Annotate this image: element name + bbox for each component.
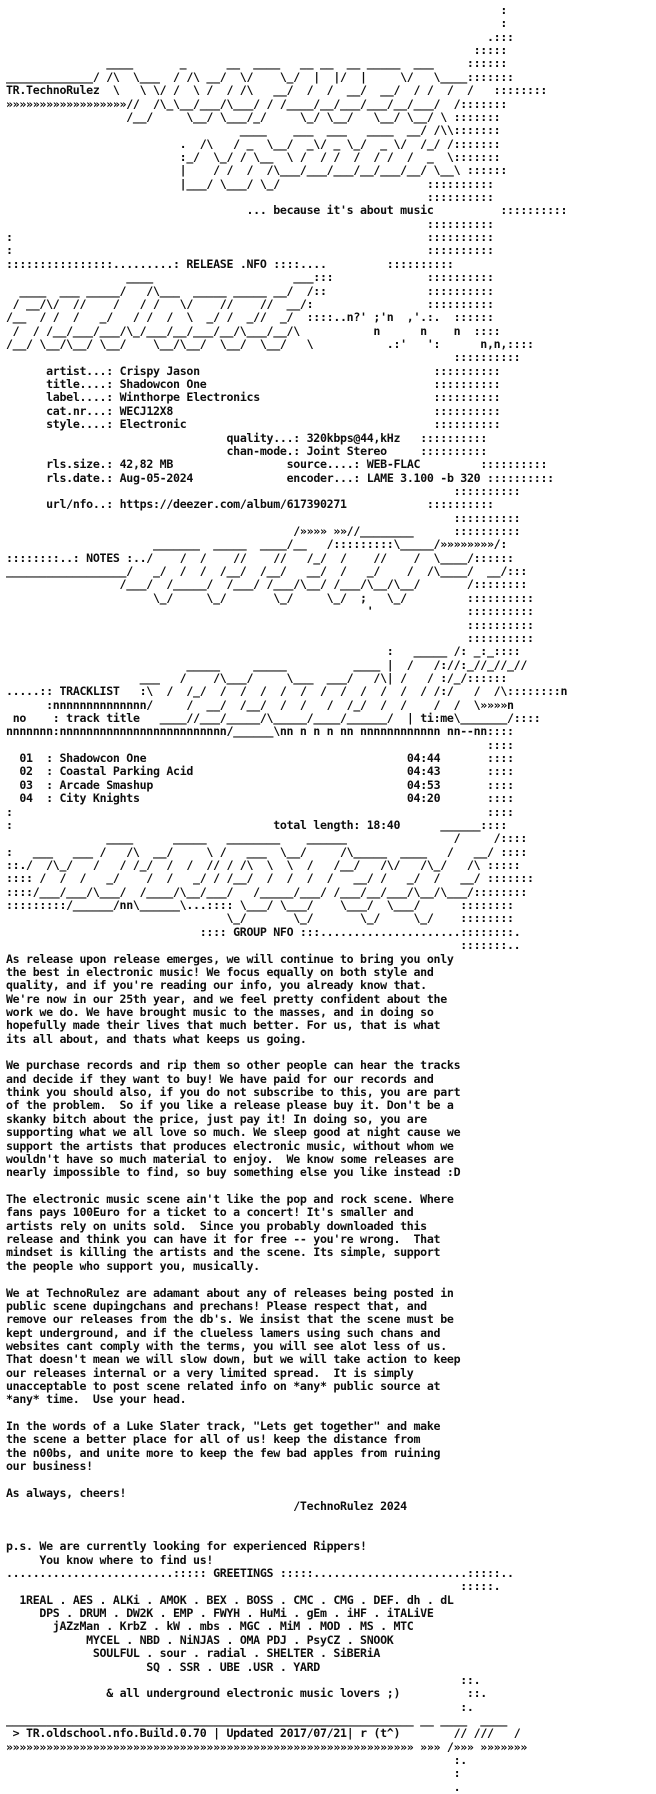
right-border-art-top: : : .::: ::::: ____ _ __ ____ __ __ __ _____ ___ :::::: _____________/ /\ \___ / /\ __/ \/ \_/ | |/ | \/ \____:::::::	[6, 3, 514, 84]
col-time-header: ti:me	[420, 711, 454, 726]
track-03-no: 03	[19, 777, 33, 792]
group-nfo-paragraph-5: In the words of a Luke Slater track, "Lets get together" and make the scene a better place for all of us! keep the distance from the n00bs, and unite more to keep the few bad apples from ruining our business!	[6, 1419, 441, 1474]
group-nfo-paragraph-1: As release upon release emerges, we will continue to bring you only the best in electronic music! We focus equally on both style and quality, and if you're reading our info, you already know that. We're now in our 25th year, and we feel pretty confident about the work we do. We have brought music to the masses, and in doing so hopefully made their lives that much better. For us, that is what its all about, and thats what keeps us going.	[6, 951, 454, 1046]
artist-label: artist...:	[46, 363, 113, 378]
col-title-header: track title	[66, 711, 140, 726]
encoder-label: encoder...:	[286, 470, 361, 485]
total-length-label: total length:	[273, 817, 361, 832]
style-label: style....:	[46, 417, 113, 432]
greetings-line-5: SOULFUL . sour . radial . SHELTER . SiBERiA	[92, 1646, 381, 1661]
nfo-document: : : .::: ::::: ____ _ __ ____ __ __ __ _____ ___ :::::: _____________/ /\ \___ / /\ __/ \/ \_/ | |/ | \/ \____::::::: TR.TechnoRulez \ \ \/ / \ / / /\ __/ / / __/ __/ / / / / :::::::: »»»»»»»»»»»»»»»»»»// /\_\__/___/\___/ / /____/__/___/___/__/___/ /::::::: /__/ \__/ \___/_/ \_/ \__/ \__/ \__/ \ ::::::: ____ ___ ___ ____ __/ /\\::::::: . /\ / _ \__/ _\/ _ \_/ _ \/ /_/ /::::::: :_/ \_/ / \__ \ / / / / / / / _ \::::::: | / / / /\___/___/___/__/___/__/ \__\ :::::: |___/ \___/ \_/ :::::::::: :::::::::: ... because it's about music :::::::::: :::::::::: : :::::::::: : :::::::::: ::::::::::::::::.........: RELEASE .NFO ::::.... :::::::::: ____ ___::: :::::::::: ____ ___ _____/ /\___ _____ _____ __/ /:: :::::::::: / __/\/ // / / / \/ // // __/: :::::::::: /__ / / / _/ / / / \ _/ / _// _/ ::::..n?' ;'n ,'.:. :::::: / / /__/___/___/\_/___/__/___/__/\___/__/\ n n n :::: /__/ \__/\__/ \__/ \__/\__/ \__/ \__/ \ .:' ': n,n,:::: :::::::::: artist...: Crispy Jason :::::::::: title....: Shadowcon One :::::::::: label....: Winthorpe Electronics :::::::::: cat.nr...: WECJ12X8 :::::::::: style....: Electronic :::::::::: quality...: 320kbps@44,kHz :::::::::: chan-mode.: Joint Stereo :::::::::: rls.size.: 42,82 MB source....: WEB-FLAC :::::::::: rls.date.: Aug-05-2024 encoder...: LAME 3.100 -b 320 :::::::::: :::::::::: url/nfo..: https://deezer.com/album/617390271 :::::::::: :::::::::: /»»»» »»//________ :::::::::: _______ _____ ____/__ /:::::::::\_____/»»»»»»»»/: ::::::::..: NOTES :../ / / // // /_/ / // / \____/:::::: __________________/ _/ / / /__/ /__/ __/ / _/ / /\____/ __/::: /___/ /_____/ /___/ /___/\__/ /___/\__/\__/ /:::::::: \_/ \_/ \_/ \_/ ; \_/ :::::::::: ' :::::::::: :::::::::: :::::::::: : _____ /: _:_:::: _____ _____ ____ | / /://:_//_//_// ___ / /\___/ \___ ___/ /\| / / :/_/:::::: .....:: TRACKLIST :\ / /_/ / / / / / / / / / / / /:/ / /\::::::::n :nnnnnnnnnnnnnn/ / __/ /__/ / / / /_/ / / / / \»»»»n no : track title ____//___/_____/\_____/____/______/ | ti:me\_______/:::: nnnnnnn:nnnnnnnnnnnnnnnnnnnnnnnnn/______\nn n n n nn nnnnnnnnnnnn nn--nn:::: :::: 01 : Shadowcon One 04:44 :::: 02 : Coastal Parking Acid 04:43 :::: 03 : Arcade Smashup 04:53 :::: 04 : City Knights 04:20 :::: : :::: : total length: 18:40 ______:::: ____ _____ ________ ______ / /:::: : ___ ___ / /\ __/ \ / ___ \__/ /\_____ ____ / __/ :::: ::./ /\_/ / / /_/ / / // / /\ \ \ / /__/ /\/ /\_/ /\ ::::: :::: / / / _/ / / _/ / /__/ / / / / __/ / _/ / __/ ::::::: ::::/___/___/\___/ /____/\__/___/ /_____/___/ /___/__/___/\__/\___/:::::::: :::::::::/______/nn\______\...:::: \___/ \___/ \___/ \___/ :::::::: \_/ \_/ \_/ \_/ :::::::: :::: GROUP NFO :::.....................::::::::. :::::::.. As release upon release emerges, we will continue to bring you only the best in electronic music! We focus equally on both style and quality, and if you're reading our info, you already know that. We're now in our 25th year, and we feel pretty confident about the work we do. We have brought music to the masses, and in doing so hopefully made their lives that much better. For us, that is what its all about, and thats what keeps us going. We purchase records and rip them so other people can hear the tracks and decide if they want to buy! We have paid for our records and think you should also, if you do not subscribe to this, you are part of the problem. So if you like a release please buy it. Don't be a skanky bitch about the price, just pay it! In doing so, you are supporting what we all love so much. We sleep good at night cause we support the artists that produces electronic music, without whom we wouldn't have so much material to enjoy. We know some releases are nearly impossible to find, so buy something else you like instead :D The electronic music scene ain't like the pop and rock scene. Where fans pays 100Euro for a ticket to a concert! It's smaller and artists rely on units sold. Since you probably downloaded this release and think you can have it for free -- you're wrong. That mindset is killing the artists and the scene. Its simple, support the people who support you, musically. We at TechnoRulez are adamant about any of releases being posted in public scene dupingchans and prechans! Please respect that, and remove our releases from the db's. We insist that the scene must be kept underground, and if the clueless lamers using such chans and websites cant comply with the terms, you will see alot less of us. That doesn't mean we will slow down, but we will take action to keep our releases internal or a very limited spread. It is simply unacceptable to post scene related info on *any* public source at *any* time. Use your head. In the words of a Luke Slater track, "Lets get together" and make the scene a better place for all of us! keep the distance from the n00bs, and unite more to keep the few bad apples from ruining our business! As always, cheers! /TechnoRulez 2024 p.s. We are currently looking for experienced Rippers! You know where to find us! .........................::::: GREETINGS :::::.......................:::::.. :::::. 1REAL . AES . ALKi . AMOK . BEX . BOSS . CMC . CMG . DEF. dh . dL DPS . DRUM . DW2K . EMP . FWYH . HuMi . gEm . iHF . iTALiVE jAZzMan . KrbZ . kW . mbs . MGC . MiM . MOD . MS . MTC MYCEL . NBD . NiNJAS . OMA PDJ . PsyCZ . SNOOK SOULFUL . sour . radial . SHELTER . SiBERiA SQ . SSR . UBE .USR . YARD ::. & all underground electronic music lovers ;) ::. :. _____________________________________________________________ __ ____ ____ > TR.oldschool.nfo.Build.0.70 | Updated 2017/07/21| r (t^) // /// / »»»»»»»»»»»»»»»»»»»»»»»»»»»»»»»»»»»»»»»»»»»»»»»»»»»»»»»»»»»»» »»» /»»» »»»»»»» :. : .	[6, 3, 568, 1794]
chanmode-value: Joint Stereo	[306, 443, 387, 458]
catnr-value: WECJ12X8	[119, 403, 174, 418]
track-04-time: 04:20	[406, 791, 441, 806]
chanmode-label: chan-mode.:	[226, 443, 300, 458]
greetings-heading: GREETINGS	[213, 1566, 274, 1581]
title-value: Shadowcon One	[119, 377, 207, 392]
style-value: Electronic	[119, 417, 187, 432]
track-04-no: 04	[19, 791, 33, 806]
footer-build: TR.oldschool.nfo.Build.0.70	[26, 1726, 207, 1741]
track-02-time: 04:43	[406, 764, 441, 779]
col-no-header: no	[12, 711, 27, 726]
track-04-title: City Knights	[59, 791, 140, 806]
source-label: source....:	[286, 457, 361, 472]
label-value: Winthorpe Electronics	[119, 390, 260, 405]
track-03-title: Arcade Smashup	[59, 777, 154, 792]
catnr-label: cat.nr...:	[46, 403, 113, 418]
quality-value: 320kbps@44,kHz	[306, 430, 401, 445]
greetings-line-4: MYCEL . NBD . NiNJAS . OMA PDJ . PsyCZ . SNOOK	[86, 1632, 394, 1647]
source-value: WEB-FLAC	[366, 457, 421, 472]
rlsdate-label: rls.date.:	[46, 470, 113, 485]
group-tag: TR.TechnoRulez	[6, 83, 100, 98]
label-label: label....:	[46, 390, 113, 405]
track-02-no: 02	[19, 764, 33, 779]
greetings-line-2: DPS . DRUM . DW2K . EMP . FWYH . HuMi . gEm . iHF . iTALiVE	[39, 1606, 434, 1621]
rlssize-value: 42,82 MB	[119, 457, 174, 472]
greetings-line-3: jAZzMan . KrbZ . kW . mbs . MGC . MiM . MOD . MS . MTC	[52, 1619, 414, 1634]
greetings-closing: & all underground electronic music lovers ;)	[106, 1686, 401, 1701]
footer-updated: Updated 2017/07/21	[226, 1726, 347, 1741]
total-length-value: 18:40	[366, 817, 401, 832]
tagline: ... because it's about music	[246, 203, 434, 218]
track-01-no: 01	[19, 751, 33, 766]
signature: /TechnoRulez 2024	[293, 1499, 407, 1514]
group-nfo-paragraph-2: We purchase records and rip them so other people can hear the tracks and decide if they want to buy! We have paid for our records and think you should also, if you do not subscribe to this, you are part of the problem. So if you like a release please buy it. Don't be a skanky bitch about the price, just pay it! In doing so, you are supporting what we all love so much. We sleep good at night cause we support the artists that produces electronic music, without whom we wouldn't have so much material to enjoy. We know some releases are nearly impossible to find, so buy something else you like instead :D	[6, 1058, 461, 1180]
rlsdate-value: Aug-05-2024	[119, 470, 194, 485]
track-03-time: 04:53	[406, 777, 441, 792]
greetings-line-1: 1REAL . AES . ALKi . AMOK . BEX . BOSS . CMC . CMG . DEF. dh . dL	[19, 1592, 454, 1607]
ps-line-2: You know where to find us!	[39, 1552, 214, 1567]
greetings-line-6: SQ . SSR . UBE .USR . YARD	[146, 1659, 320, 1674]
group-nfo-paragraph-3: The electronic music scene ain't like the pop and rock scene. Where fans pays 100Euro for a ticket to a concert! It's smaller and artists rely on units sold. Since you probably downloaded this release and think you can have it for free -- you're wrong. That mindset is killing the artists and the scene. Its simple, support the people who support you, musically.	[6, 1191, 454, 1273]
group-nfo-paragraph-4: We at TechnoRulez are adamant about any of releases being posted in public scene dupingchans and prechans! Please respect that, and remove our releases from the db's. We insist that the scene must be kept underground, and if the clueless lamers using such chans and websites cant comply with the terms, you will see alot less of us. That doesn't mean we will slow down, but we will take action to keep our releases internal or a very limited spread. It is simply unacceptable to post scene related info on *any* public source at *any* time. Use your head.	[6, 1285, 461, 1407]
url-label: url/nfo..:	[46, 497, 113, 512]
track-01-title: Shadowcon One	[59, 751, 147, 766]
group-nfo-paragraph-6: As always, cheers!	[6, 1485, 127, 1500]
title-label: title....:	[46, 377, 113, 392]
artist-value: Crispy Jason	[119, 363, 200, 378]
track-02-title: Coastal Parking Acid	[59, 764, 194, 779]
rlssize-label: rls.size.:	[46, 457, 113, 472]
track-01-time: 04:44	[406, 751, 441, 766]
tracklist-heading: TRACKLIST	[59, 684, 120, 699]
notes-heading: NOTES	[86, 550, 120, 565]
ps-line-1: p.s. We are currently looking for experienced Rippers!	[6, 1539, 367, 1554]
group-nfo-heading: GROUP NFO	[233, 924, 294, 939]
encoder-value: LAME 3.100 -b 320	[366, 470, 481, 485]
release-nfo-heading: RELEASE .NFO	[186, 256, 267, 271]
url-value[interactable]: https://deezer.com/album/617390271	[119, 497, 347, 512]
quality-label: quality...:	[226, 430, 300, 445]
